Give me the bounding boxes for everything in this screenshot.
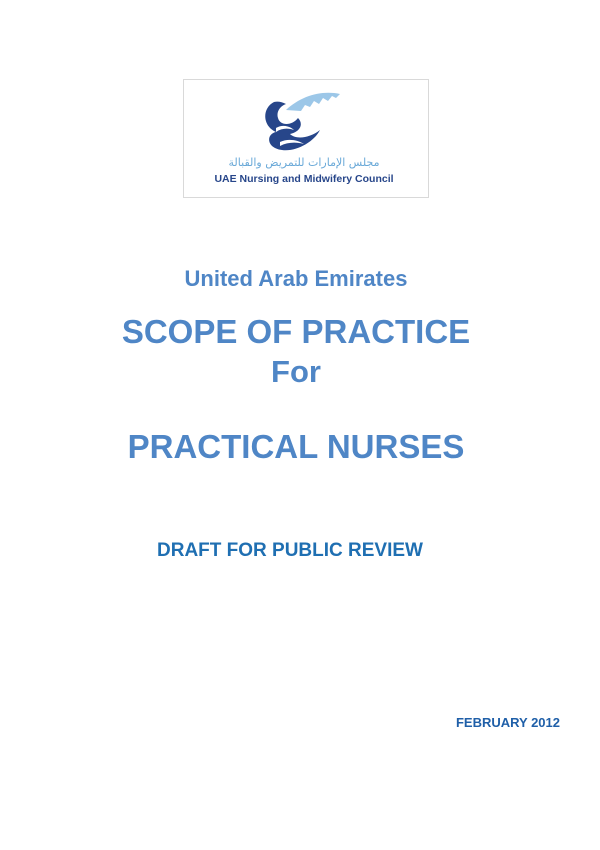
council-logo [183,79,429,198]
document-title-line2: For [271,354,321,389]
publication-date: FEBRUARY 2012 [455,715,560,730]
logo-english-name: UAE Nursing and Midwifery Council [214,173,394,185]
logo-arabic-name: مجلس الإمارات للتمريض والقبالة [228,156,380,169]
country-heading: United Arab Emirates [184,266,408,291]
council-emblem-icon [256,88,346,158]
draft-notice: DRAFT FOR PUBLIC REVIEW [157,540,423,561]
document-title-line3: PRACTICAL NURSES [127,428,465,465]
document-title-line1: SCOPE OF PRACTICE [121,313,471,350]
